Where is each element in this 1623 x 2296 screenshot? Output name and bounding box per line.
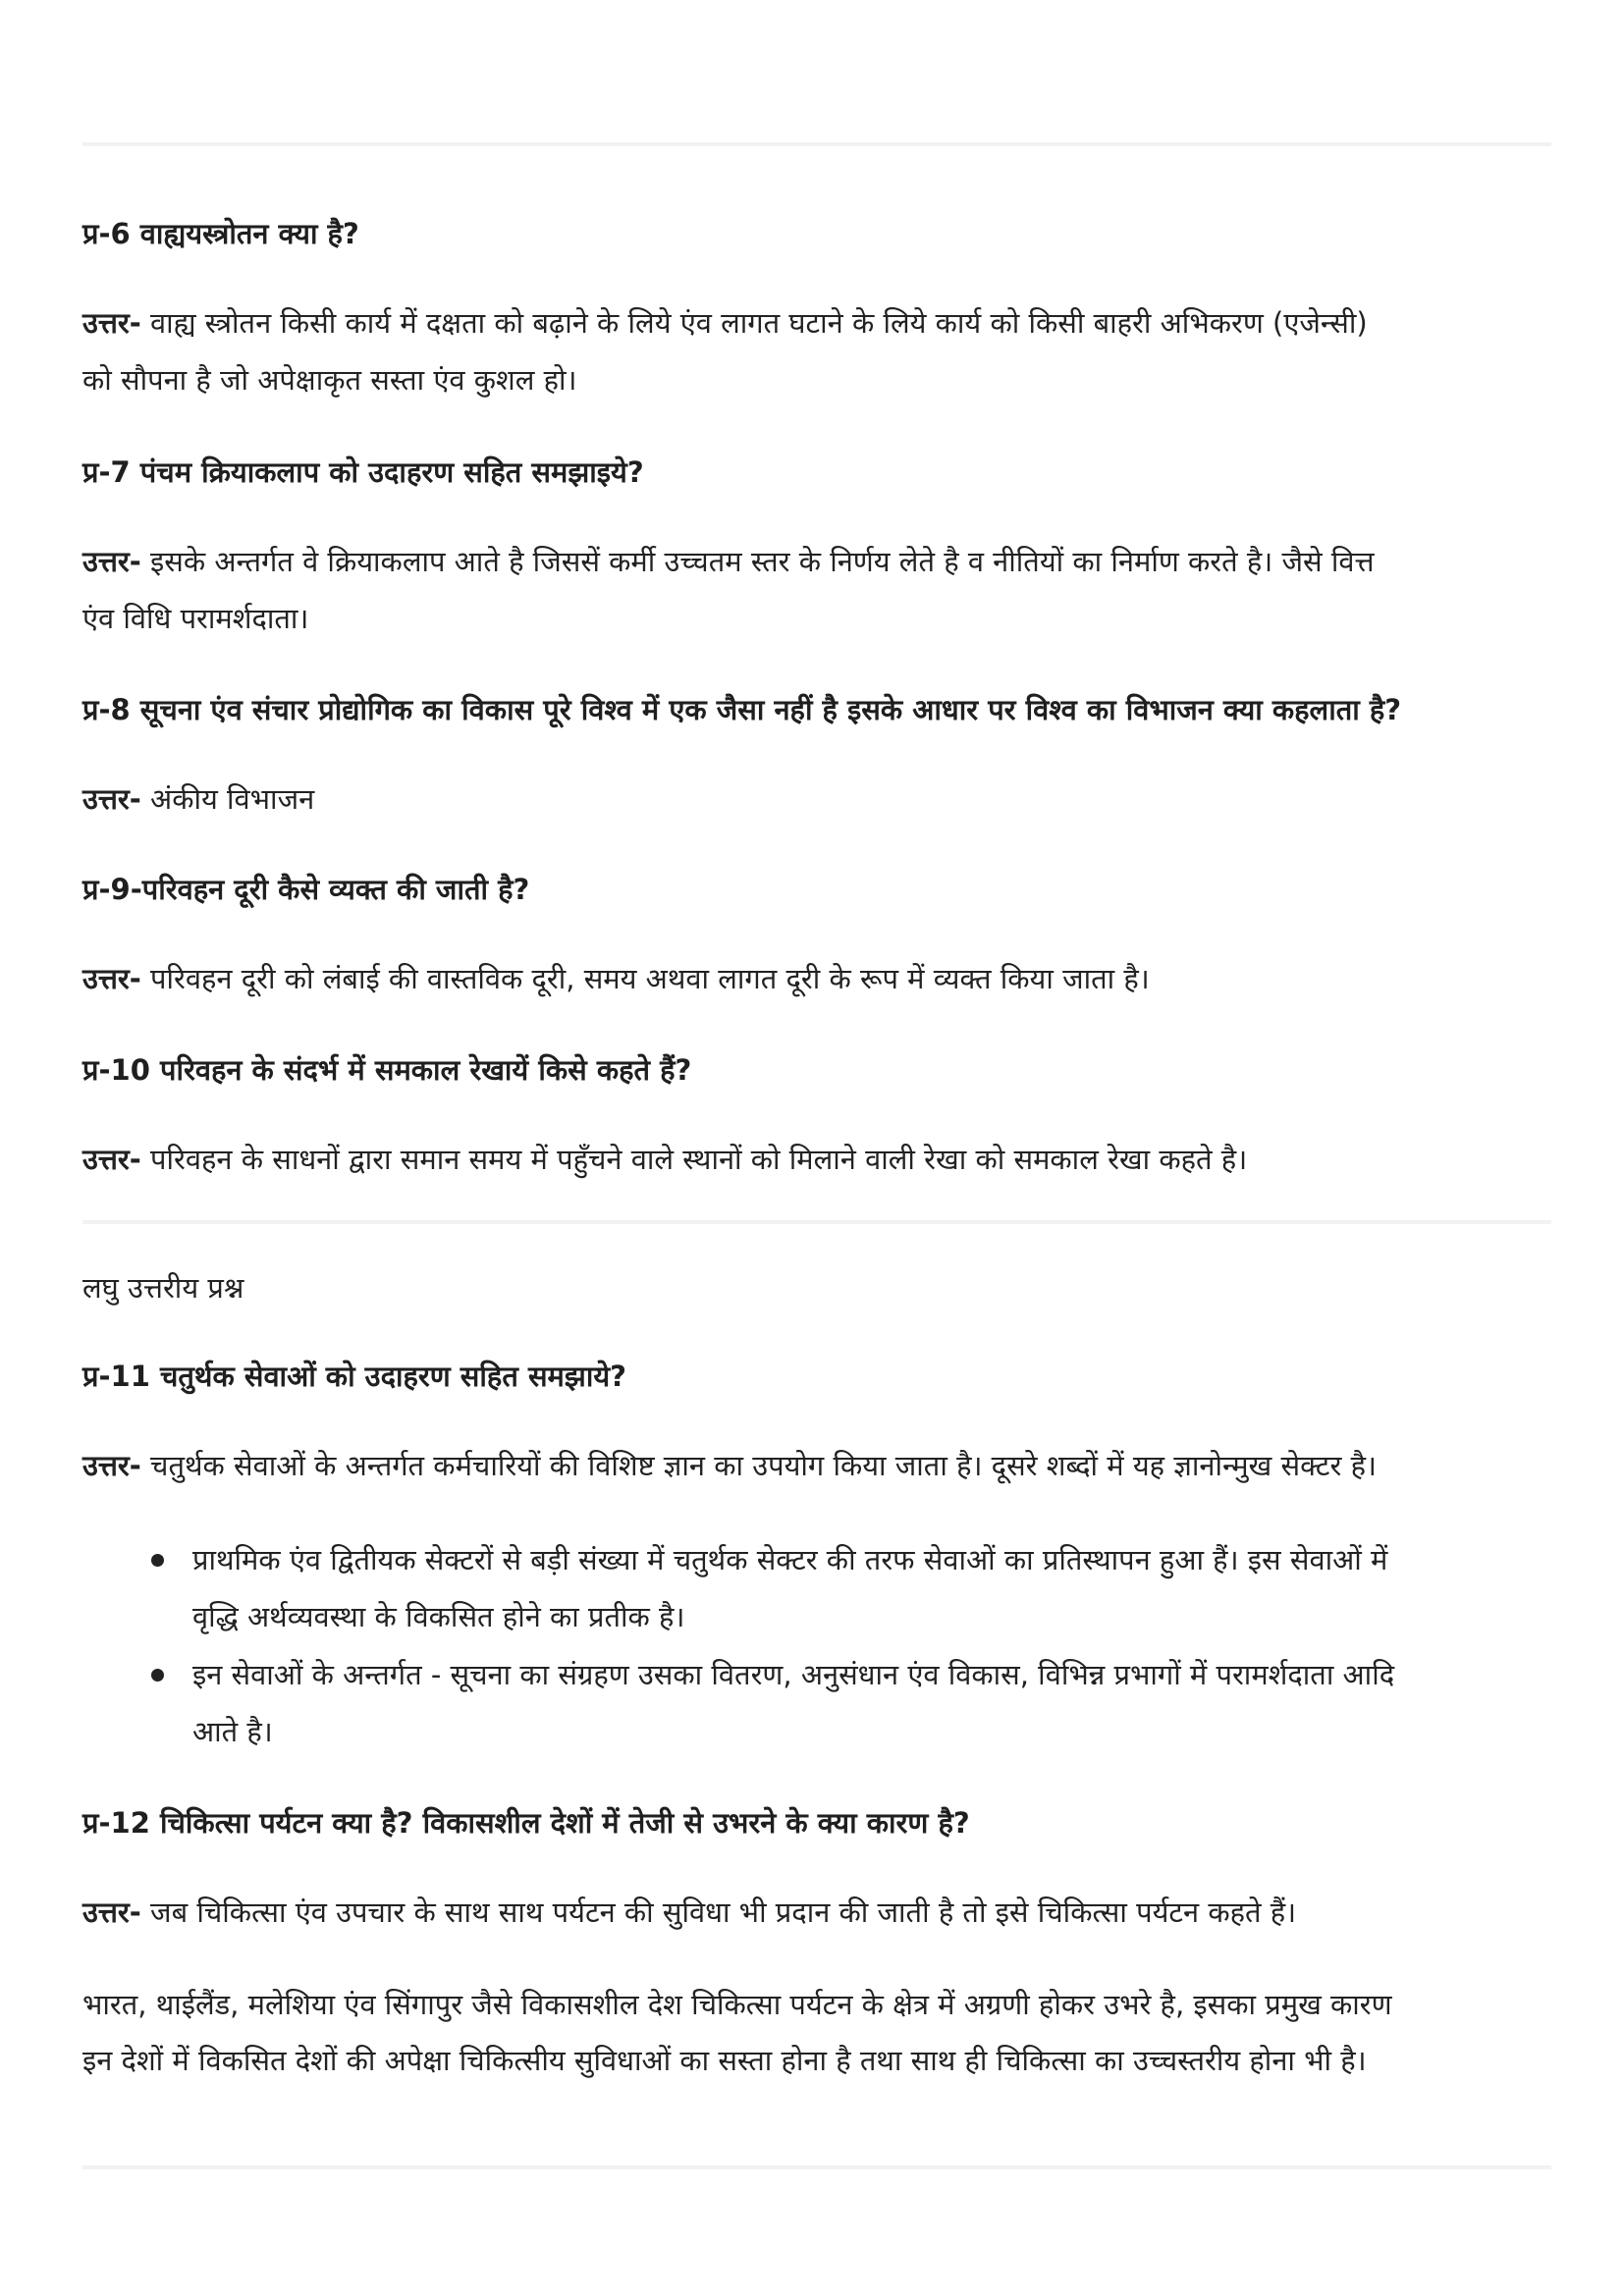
answer-8 <box>82 776 314 822</box>
answer-label: उत्तर- <box>82 306 141 340</box>
question-11: प्र-11 चतुर्थक सेवाओं को उदाहरण सहित समझाये? <box>82 1360 626 1393</box>
answer-label: उत्तर- <box>82 782 141 816</box>
answer-12 <box>82 1890 1296 1935</box>
answer-text: इसके अन्तर्गत वे क्रियाकलाप आते है जिससें कर्मी उच्चतम स्तर के निर्णय लेते है व नीतियों का निर्माण करते है। जैसे वित्त <box>140 545 1375 578</box>
section-divider <box>82 1220 1551 1224</box>
question-7: प्र-7 पंचम क्रियाकलाप को उदाहरण सहित समझाइये? <box>82 455 644 489</box>
answer-6-line-2: को सौपना है जो अपेक्षाकृत सस्ता एंव कुशल हो। <box>82 363 577 397</box>
answer-text: परिवहन दूरी को लंबाई की वास्तविक दूरी, समय अथवा लागत दूरी के रूप में व्यक्त किया जाता है। <box>140 962 1150 995</box>
answer-label: उत्तर- <box>82 1143 141 1176</box>
answer-text: चतुर्थक सेवाओं के अन्तर्गत कर्मचारियों की विशिष्ट ज्ञान का उपयोग किया जाता है। दूसरे शब्दों में यह ज्ञानोन्मुख सेक्टर है। <box>140 1449 1377 1482</box>
answer-9 <box>82 956 1150 1001</box>
answer-label: उत्तर- <box>82 1896 141 1929</box>
bullet-1-line-1: प्राथमिक एंव द्वितीयक सेक्टरों से बड़ी संख्या में चतुर्थक सेक्टर की तरफ सेवाओं का प्रतिस्थापन हुआ हैं। इस सेवाओं में <box>192 1543 1388 1576</box>
answer-label: उत्तर- <box>82 962 141 995</box>
answer-10 <box>82 1137 1247 1182</box>
question-9: प्र-9-परिवहन दूरी कैसे व्यक्त की जाती है? <box>82 873 530 906</box>
bullet-dot <box>151 1554 164 1567</box>
answer-label: उत्तर- <box>82 1449 141 1482</box>
answer-label: उत्तर- <box>82 545 141 578</box>
bullet-dot <box>151 1669 164 1682</box>
bullet-2-line-2: आते है। <box>192 1715 273 1748</box>
question-8: प्र-8 सूचना एंव संचार प्रोद्योगिक का विकास पूरे विश्व में एक जैसा नहीं है इसके आधार पर विश्व का विभाजन क्या कहलाता है? <box>82 693 1402 726</box>
answer-text: वाह्य स्त्रोतन किसी कार्य में दक्षता को बढ़ाने के लिये एंव लागत घटाने के लिये कार्य को किसी बाहरी अभिकरण (एजेन्सी) <box>140 306 1368 340</box>
bullet-1-line-2: वृद्धि अर्थव्यवस्था के विकसित होने का प्रतीक है। <box>192 1600 685 1633</box>
bullet-2-line-1: इन सेवाओं के अन्तर्गत - सूचना का संग्रहण उसका वितरण, अनुसंधान एंव विकास, विभिन्न प्रभागों में परामर्शदाता आदि <box>192 1658 1395 1691</box>
answer-6-line-1 <box>82 300 1368 346</box>
answer-7-line-1 <box>82 539 1375 584</box>
answer-11 <box>82 1443 1377 1488</box>
answer-7-line-2: एंव विधि परामर्शदाता। <box>82 602 309 635</box>
answer-text: परिवहन के साधनों द्वारा समान समय में पहुँचने वाले स्थानों को मिलाने वाली रेखा को समकाल रेखा कहते है। <box>140 1143 1248 1176</box>
question-12: प्र-12 चिकित्सा पर्यटन क्या है? विकासशील देशों में तेजी से उभरने के क्या कारण है? <box>82 1806 970 1840</box>
answer-text: अंकीय विभाजन <box>140 782 315 816</box>
question-10: प्र-10 परिवहन के संदर्भ में समकाल रेखायें किसे कहते हैं? <box>82 1053 692 1087</box>
answer-text: जब चिकित्सा एंव उपचार के साथ साथ पर्यटन की सुविधा भी प्रदान की जाती है तो इसे चिकित्सा पर्यटन कहते हैं। <box>140 1896 1297 1929</box>
question-6: प्र-6 वाह्ययस्त्रोतन क्या है? <box>82 217 359 250</box>
paragraph-12-line-2: इन देशों में विकसित देशों की अपेक्षा चिकित्सीय सुविधाओं का सस्ता होना है तथा साथ ही चिकित्सा का उच्चस्तरीय होना भी है। <box>82 2044 1367 2077</box>
paragraph-12-line-1: भारत, थाईलैंड, मलेशिया एंव सिंगापुर जैसे विकासशील देश चिकित्सा पर्यटन के क्षेत्र में अग्रणी होकर उभरे है, इसका प्रमुख कारण <box>82 1988 1392 2021</box>
section-heading: लघु उत्तरीय प्रश्न <box>82 1271 244 1305</box>
top-divider <box>82 142 1551 146</box>
bottom-divider <box>82 2165 1551 2169</box>
